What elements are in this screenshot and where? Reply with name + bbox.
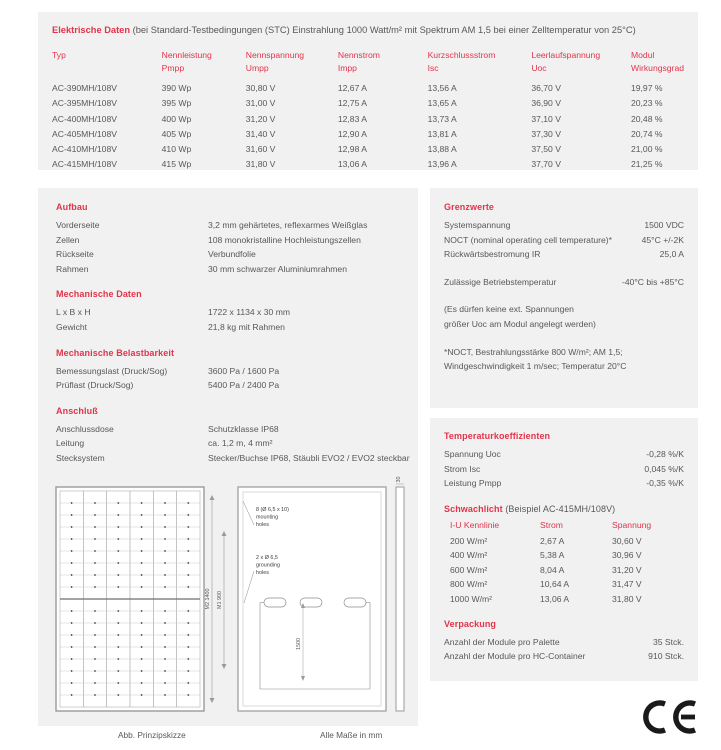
mounting-holes-label-line2: mounting bbox=[256, 514, 279, 521]
col-header-leerlaufspannung bbox=[531, 49, 631, 83]
aufbau-row bbox=[56, 247, 404, 262]
temp-coefficient-key: Spannung Uoc bbox=[444, 449, 501, 459]
cell-umpp: 31,20 V bbox=[245, 113, 276, 124]
dimension-label-inner-height: M1 900 bbox=[217, 591, 223, 609]
col-header-wirkungsgrad-line1: Modul Wirkungsgrad bbox=[630, 50, 684, 73]
table-row bbox=[444, 534, 684, 548]
cell-umpp: 31,60 V bbox=[245, 144, 276, 155]
col-header-nennleistung bbox=[162, 49, 246, 83]
low-light-col-curve: I-U Kennlinie bbox=[450, 519, 500, 530]
cell-current: 13,06 A bbox=[540, 593, 570, 604]
spacer bbox=[444, 289, 684, 302]
table-row bbox=[52, 114, 684, 129]
limits-row bbox=[444, 233, 684, 248]
aufbau-key: Vorderseite bbox=[56, 220, 100, 230]
construction-section bbox=[38, 188, 418, 481]
limits-section bbox=[430, 188, 698, 408]
limits-row bbox=[444, 247, 684, 262]
cell-impp: 13,06 A bbox=[337, 159, 368, 170]
cell-impp: 12,90 A bbox=[337, 128, 368, 139]
packaging-row bbox=[444, 649, 684, 664]
col-header-leerlaufspannung-line2: Uoc bbox=[531, 62, 547, 73]
temp-coefficient-row bbox=[444, 447, 684, 462]
table-row bbox=[52, 98, 684, 113]
limits-value: 45°C +/-2K bbox=[641, 234, 684, 245]
mechanical-load-row bbox=[56, 378, 404, 393]
noct-note-line2: Windgeschwindigkeit 1 m/sec; Temperatur 20°C bbox=[444, 361, 627, 372]
limits-key: NOCT (nominal operating cell temperature)* bbox=[444, 234, 612, 245]
cell-current: 8,04 A bbox=[540, 564, 565, 575]
aufbau-key: Rahmen bbox=[56, 263, 89, 274]
low-light-col-current: Strom bbox=[540, 519, 563, 530]
cell-voltage: 30,60 V bbox=[612, 535, 642, 546]
cell-isc: 13,88 A bbox=[427, 144, 457, 155]
cell-pmpp: 390 Wp bbox=[161, 83, 192, 93]
mechanical-load-value: 5400 Pa / 2400 Pa bbox=[208, 380, 280, 391]
packaging-heading: Verpackung bbox=[444, 618, 497, 629]
limits-value: 25,0 A bbox=[659, 249, 684, 260]
packaging-row bbox=[444, 635, 684, 650]
cell-voltage: 30,96 V bbox=[612, 550, 642, 561]
aufbau-value: 108 monokristalline Hochleistungszellen bbox=[208, 234, 361, 245]
mechanical-data-value: 1722 x 1134 x 30 mm bbox=[208, 307, 291, 318]
cell-typ: AC-395MH/108V bbox=[52, 98, 117, 109]
spacer bbox=[444, 491, 684, 504]
col-header-nennspannung-line1: Nennspannung bbox=[245, 50, 305, 60]
low-light-heading-rest: (Beispiel AC-415MH/108V) bbox=[502, 503, 616, 514]
coefficients-section bbox=[430, 418, 698, 681]
cell-voltage: 31,47 V bbox=[612, 579, 642, 590]
mechanical-load-value: 3600 Pa / 1600 Pa bbox=[208, 365, 280, 376]
limits-key: Systemspannung bbox=[444, 220, 511, 230]
table-header-row bbox=[52, 49, 684, 83]
low-light-header-row bbox=[444, 520, 684, 534]
cell-efficiency: 20,23 % bbox=[630, 98, 663, 109]
dimension-label-module-height: M2 1400 bbox=[205, 588, 211, 610]
low-light-col-voltage: Spannung bbox=[612, 519, 652, 530]
module-front-view bbox=[56, 487, 204, 711]
mechanical-data-heading: Mechanische Daten bbox=[56, 289, 142, 300]
operating-temp-row bbox=[444, 275, 684, 290]
drawing-caption-right: Alle Maße in mm bbox=[320, 730, 383, 740]
cell-isc: 13,65 A bbox=[427, 98, 457, 109]
table-row bbox=[444, 577, 684, 591]
cell-efficiency: 21,00 % bbox=[630, 144, 663, 155]
col-header-leerlaufspannung-line1: Leerlaufspannung bbox=[531, 50, 601, 60]
grounding-holes-label-line3: holes bbox=[256, 570, 269, 576]
connection-key: Anschlussdose bbox=[56, 423, 114, 434]
temp-coefficient-value: 0,045 %/K bbox=[644, 463, 684, 474]
connection-row bbox=[56, 436, 404, 451]
cell-efficiency: 19,97 % bbox=[630, 83, 663, 93]
mechanical-load-row bbox=[56, 364, 404, 379]
electrical-data-title-rest: (bei Standard-Testbedingungen (STC) Einstrahlung 1000 Watt/m² mit Spektrum AM 1,5 bei einer Zelltemperatur von 25°C) bbox=[130, 25, 636, 35]
mechanical-load-heading: Mechanische Belastbarkeit bbox=[56, 347, 175, 358]
cell-pmpp: 415 Wp bbox=[161, 159, 192, 170]
cell-typ: AC-415MH/108V bbox=[52, 159, 117, 170]
cell-umpp: 30,80 V bbox=[245, 83, 276, 93]
spacer bbox=[56, 276, 404, 289]
connection-heading: Anschluß bbox=[56, 405, 98, 416]
col-header-nennspannung bbox=[246, 49, 338, 83]
cell-pmpp: 395 Wp bbox=[161, 98, 192, 109]
cell-current: 2,67 A bbox=[540, 535, 565, 546]
cell-uoc: 37,10 V bbox=[531, 113, 561, 124]
limits-key: Rückwärtsbestromung IR bbox=[444, 249, 541, 260]
electrical-data-title bbox=[52, 25, 684, 35]
mechanical-data-row bbox=[56, 305, 404, 320]
connection-row bbox=[56, 451, 410, 466]
drawing-caption-left: Abb. Prinzipskizze bbox=[118, 730, 186, 740]
module-side-view bbox=[396, 477, 404, 712]
electrical-data-section bbox=[38, 12, 698, 170]
noct-note-line1: *NOCT, Bestrahlungsstärke 800 W/m²; AM 1,5; bbox=[444, 346, 623, 357]
temp-coefficient-key: Strom Isc bbox=[444, 463, 481, 474]
limits-value: 1500 VDC bbox=[644, 220, 684, 230]
table-row bbox=[444, 548, 684, 562]
mechanical-load-key: Bemessungslast (Druck/Sog) bbox=[56, 365, 168, 376]
cell-uoc: 37,70 V bbox=[531, 159, 561, 170]
temp-coefficient-row bbox=[444, 476, 684, 491]
cell-impp: 12,67 A bbox=[337, 83, 368, 93]
cell-voltage: 31,80 V bbox=[612, 593, 642, 604]
low-light-body bbox=[444, 534, 684, 606]
aufbau-value: Verbundfolie bbox=[208, 249, 256, 260]
cell-pmpp: 400 Wp bbox=[161, 113, 192, 124]
aufbau-value: 3,2 mm gehärtetes, reflexarmes Weißglas bbox=[208, 220, 368, 230]
cell-impp: 12,75 A bbox=[337, 98, 368, 109]
low-light-heading bbox=[444, 504, 684, 514]
cell-uoc: 37,30 V bbox=[531, 128, 561, 139]
mechanical-data-value: 21,8 kg mit Rahmen bbox=[208, 321, 285, 332]
table-row bbox=[444, 563, 684, 577]
cell-efficiency: 21,25 % bbox=[630, 159, 663, 170]
cell-uoc: 37,50 V bbox=[531, 144, 561, 155]
ce-mark-icon bbox=[639, 700, 699, 734]
grounding-holes-label-line2: grounding bbox=[256, 562, 280, 569]
mechanical-data-key: L x B x H bbox=[56, 307, 91, 318]
voltage-note-line2: größer Uoc am Modul angelegt werden) bbox=[444, 318, 596, 329]
cell-irradiance: 200 W/m² bbox=[450, 535, 488, 546]
aufbau-heading: Aufbau bbox=[56, 202, 88, 212]
cell-isc: 13,81 A bbox=[427, 128, 457, 139]
cell-umpp: 31,00 V bbox=[245, 98, 276, 109]
mechanical-data-row bbox=[56, 320, 404, 335]
electrical-data-title-bold: Elektrische Daten bbox=[52, 25, 131, 35]
cell-voltage: 31,20 V bbox=[612, 564, 642, 575]
temp-coefficient-value: -0,35 %/K bbox=[646, 478, 684, 489]
low-light-heading-bold: Schwachlicht bbox=[444, 503, 503, 514]
packaging-value: 35 Stck. bbox=[652, 636, 684, 647]
col-header-typ bbox=[52, 49, 162, 83]
cell-uoc: 36,90 V bbox=[531, 98, 561, 109]
col-header-kurzschlussstrom-line1: Kurzschlussstrom bbox=[427, 50, 496, 60]
col-header-nennstrom-line1: Nennstrom bbox=[337, 50, 380, 60]
grounding-holes-label-line1: 2 x Ø 6,5 bbox=[256, 555, 278, 561]
spacer bbox=[444, 332, 684, 345]
connection-key: Leitung bbox=[56, 438, 85, 449]
cell-umpp: 31,80 V bbox=[245, 159, 276, 170]
mechanical-data-key: Gewicht bbox=[56, 321, 88, 332]
ce-mark-container bbox=[639, 700, 699, 739]
temp-coefficients-heading: Temperaturkoeffizienten bbox=[444, 431, 551, 441]
temp-coefficient-value: -0,28 %/K bbox=[646, 449, 684, 459]
packaging-key: Anzahl der Module pro Palette bbox=[444, 636, 560, 647]
table-row bbox=[52, 144, 684, 159]
cell-impp: 12,83 A bbox=[337, 113, 368, 124]
col-header-nennstrom-line2: Impp bbox=[337, 62, 357, 73]
junction-boxes bbox=[264, 598, 366, 607]
cell-irradiance: 400 W/m² bbox=[450, 550, 488, 561]
table-row bbox=[52, 159, 684, 174]
spacer bbox=[56, 393, 404, 406]
col-header-kurzschlussstrom-line2: Isc bbox=[427, 62, 439, 73]
cell-typ: AC-410MH/108V bbox=[52, 144, 117, 155]
cell-current: 5,38 A bbox=[540, 550, 565, 561]
aufbau-row bbox=[56, 218, 404, 233]
temp-coefficient-key: Leistung Pmpp bbox=[444, 478, 502, 489]
cell-irradiance: 1000 W/m² bbox=[450, 593, 493, 604]
cell-isc: 13,73 A bbox=[427, 113, 457, 124]
mounting-holes-label-line3: holes bbox=[256, 522, 269, 528]
limits-heading: Grenzwerte bbox=[444, 202, 495, 212]
operating-temp-key: Zulässige Betriebstemperatur bbox=[444, 276, 557, 287]
connection-value: Stecker/Buchse IP68, Stäubli EVO2 / EVO2 steckbar bbox=[208, 452, 410, 463]
dimension-label-cable: 1500 bbox=[296, 638, 302, 650]
cell-irradiance: 800 W/m² bbox=[450, 579, 488, 590]
cell-isc: 13,96 A bbox=[427, 159, 457, 170]
col-header-nennspannung-line2: Umpp bbox=[245, 62, 269, 73]
aufbau-key: Rückseite bbox=[56, 249, 94, 260]
col-header-nennleistung-line2: Pmpp bbox=[161, 62, 185, 73]
aufbau-row bbox=[56, 233, 404, 248]
cell-uoc: 36,70 V bbox=[531, 83, 561, 93]
packaging-value: 910 Stck. bbox=[648, 651, 684, 662]
cell-current: 10,64 A bbox=[540, 579, 570, 590]
connection-row bbox=[56, 422, 404, 437]
low-light-table bbox=[444, 520, 684, 606]
electrical-data-body bbox=[52, 83, 684, 175]
aufbau-row bbox=[56, 262, 404, 277]
spacer bbox=[444, 606, 684, 619]
aufbau-key: Zellen bbox=[56, 234, 80, 245]
spacer bbox=[56, 335, 404, 348]
cell-isc: 13,56 A bbox=[427, 83, 457, 93]
cell-efficiency: 20,48 % bbox=[630, 113, 663, 124]
cell-typ: AC-405MH/108V bbox=[52, 128, 117, 139]
temp-coefficient-row bbox=[444, 462, 684, 477]
connection-value: Schutzklasse IP68 bbox=[208, 423, 279, 434]
dimension-label-thickness: 30 bbox=[396, 476, 402, 483]
cell-impp: 12,98 A bbox=[337, 144, 368, 155]
packaging-key: Anzahl der Module pro HC-Container bbox=[444, 651, 586, 662]
col-header-typ-line1: Typ bbox=[52, 50, 66, 60]
connection-value: ca. 1,2 m, 4 mm² bbox=[208, 438, 273, 449]
cell-umpp: 31,40 V bbox=[245, 128, 276, 139]
mounting-holes-label-line1: 8 (Ø 6,5 x 10) bbox=[256, 507, 289, 513]
module-back-view bbox=[238, 487, 386, 711]
cell-pmpp: 405 Wp bbox=[161, 128, 192, 139]
table-row bbox=[444, 591, 684, 605]
mechanical-load-key: Prüflast (Druck/Sog) bbox=[56, 380, 134, 391]
cell-pmpp: 410 Wp bbox=[161, 144, 192, 155]
module-schematic-drawing bbox=[38, 476, 418, 726]
col-header-nennstrom bbox=[338, 49, 428, 83]
col-header-wirkungsgrad bbox=[631, 49, 684, 83]
col-header-nennleistung-line1: Nennleistung bbox=[161, 50, 212, 60]
electrical-data-table bbox=[52, 49, 684, 175]
cell-typ: AC-390MH/108V bbox=[52, 83, 117, 93]
cell-typ: AC-400MH/108V bbox=[52, 113, 117, 124]
connection-key: Stecksystem bbox=[56, 452, 105, 463]
table-row bbox=[52, 129, 684, 144]
operating-temp-value: -40°C bis +85°C bbox=[621, 276, 684, 287]
col-header-kurzschlussstrom bbox=[428, 49, 532, 83]
cell-efficiency: 20,74 % bbox=[630, 128, 663, 139]
limits-row bbox=[444, 218, 684, 233]
table-row bbox=[52, 83, 684, 98]
cell-irradiance: 600 W/m² bbox=[450, 564, 488, 575]
spacer bbox=[444, 262, 684, 275]
aufbau-value: 30 mm schwarzer Aluminiumrahmen bbox=[208, 263, 347, 274]
technical-drawing-section bbox=[38, 476, 418, 726]
voltage-note-line1: (Es dürfen keine ext. Spannungen bbox=[444, 304, 574, 315]
